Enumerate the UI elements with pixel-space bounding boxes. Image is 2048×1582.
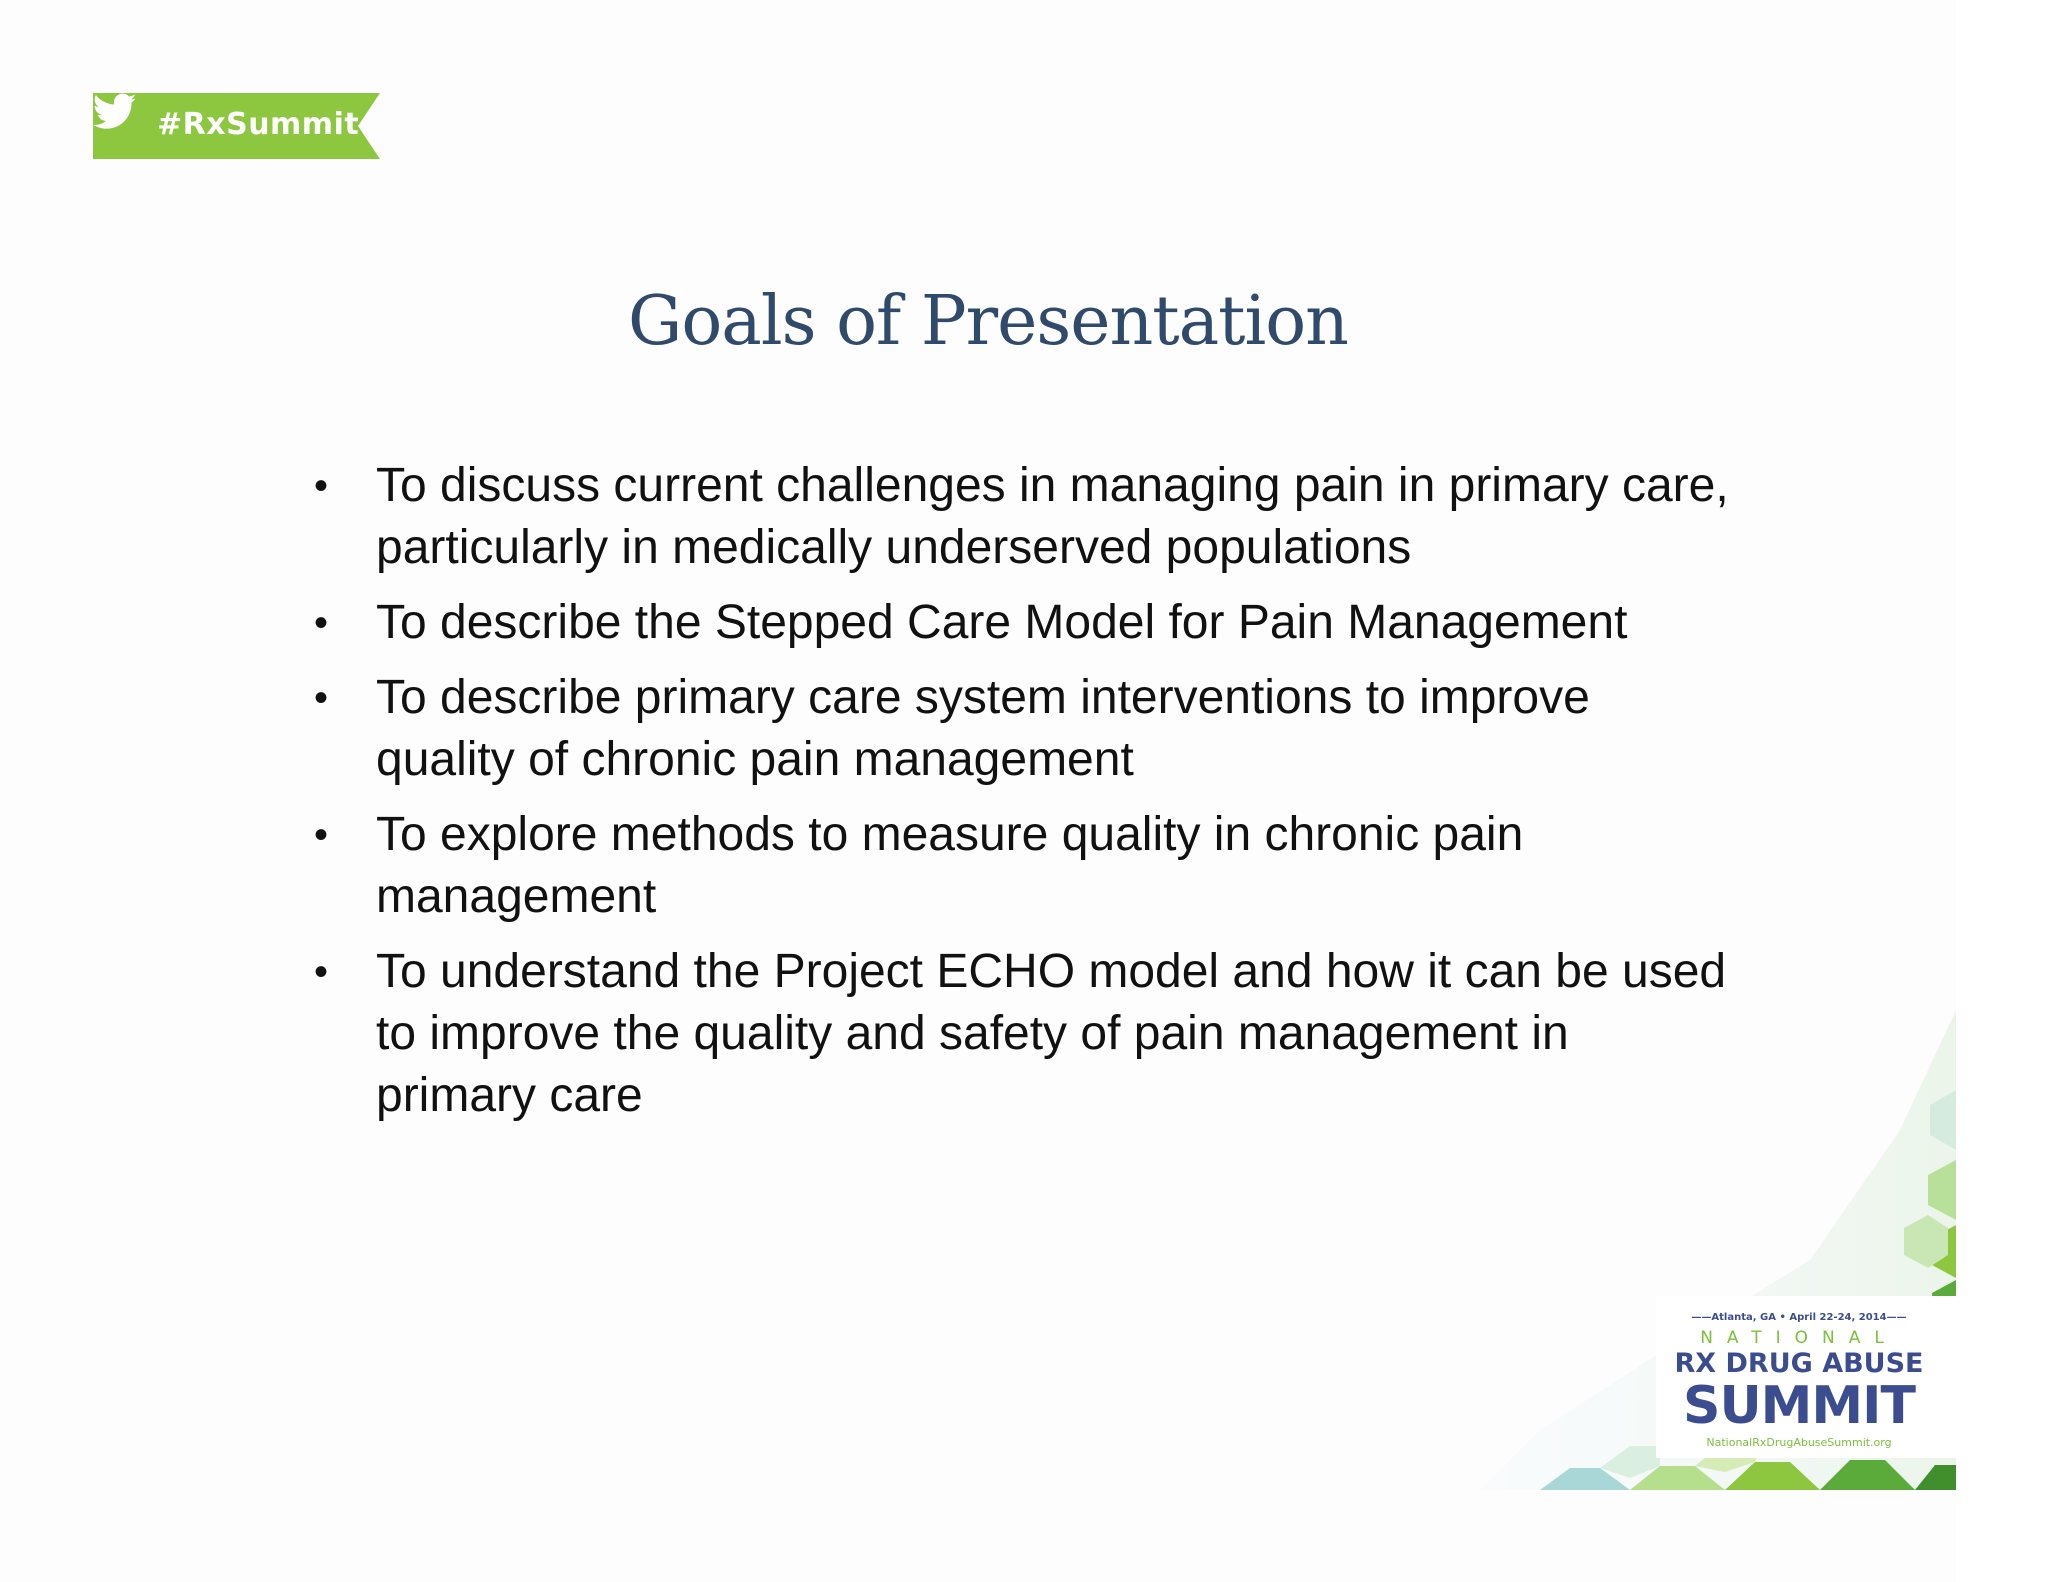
bullet-icon: • <box>314 813 329 857</box>
logo-summit: SUMMIT <box>1683 1376 1915 1436</box>
bullet-text: To explore methods to measure quality in chronic pain management <box>376 808 1524 923</box>
logo-national: NATIONAL <box>1700 1328 1898 1348</box>
list-item <box>310 455 1730 579</box>
list-item <box>310 592 1730 654</box>
bullet-icon: • <box>314 464 329 508</box>
bullet-text: To describe the Stepped Care Model for Pain Management <box>376 596 1628 649</box>
bullet-icon: • <box>314 676 329 720</box>
bullet-text: To understand the Project ECHO model and how it can be used to improve the quality and safety of pain management in primary care <box>376 945 1727 1122</box>
summit-logo <box>1656 1296 1956 1458</box>
bullet-icon: • <box>314 950 329 994</box>
hashtag-label: #RxSummit <box>157 107 360 142</box>
logo-url: NationalRxDrugAbuseSummit.org <box>1706 1436 1892 1449</box>
twitter-bird-icon <box>93 93 137 131</box>
logo-rx-drug-abuse: RX DRUG ABUSE <box>1674 1348 1924 1379</box>
hashtag-banner <box>93 93 380 159</box>
bullet-text: To discuss current challenges in managing pain in primary care, particularly in medically underserved populations <box>376 459 1729 574</box>
list-item <box>310 667 1730 791</box>
slide-title: Goals of Presentation <box>628 282 1348 361</box>
bullet-text: To describe primary care system interventions to improve quality of chronic pain management <box>376 671 1590 786</box>
list-item <box>310 804 1730 928</box>
logo-dateline: ——Atlanta, GA • April 22-24, 2014—— <box>1691 1312 1907 1323</box>
bullet-icon: • <box>314 601 329 645</box>
